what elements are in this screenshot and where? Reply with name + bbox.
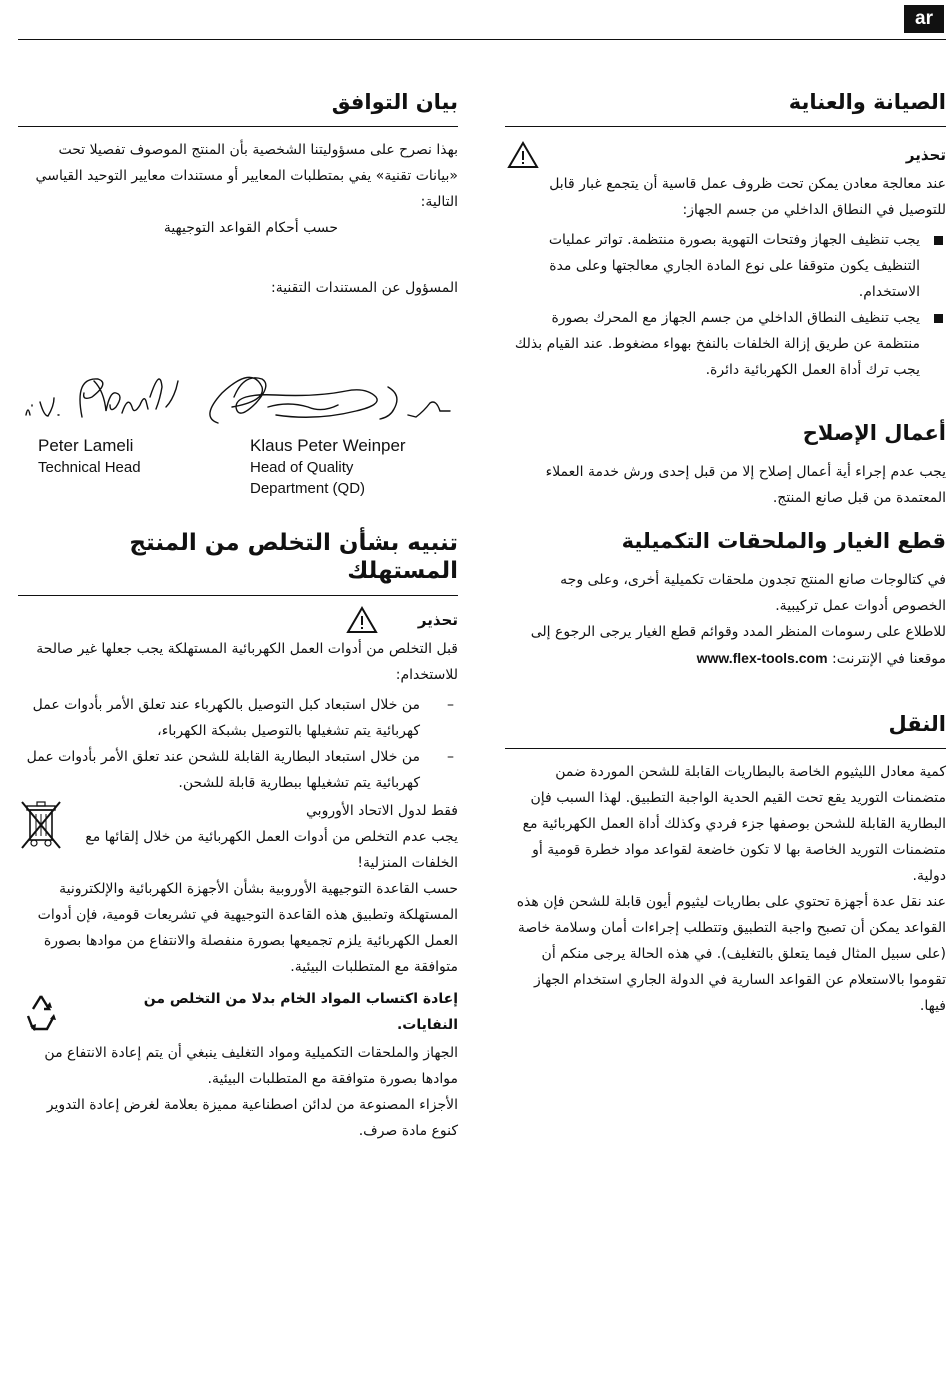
- signatory-role: Technical Head: [38, 459, 141, 476]
- top-rule: [18, 39, 946, 40]
- warning-title: تحذير: [905, 146, 946, 164]
- warning-row: [18, 606, 458, 634]
- eu-only-label: فقط لدول الاتحاد الأوروبي: [306, 803, 458, 819]
- signatory-name: Peter Lameli: [38, 436, 134, 455]
- disposal-list: [18, 692, 458, 796]
- directive-text: حسب القاعدة التوجيهية الأوروبية بشأن الأجهزة الكهربائية والإلكترونية المستهلكة وتطبيق هذه القاعدة التوجيهية في تشريعات قومية، فإن أدوات العمل الكهربائية يلزم تجميعها بصورة منفصلة والانتفاع من موادها بصورة متوافقة مع المتطلبات البيئية.: [37, 881, 458, 975]
- section-rule: [505, 748, 946, 749]
- warning-row: [505, 141, 946, 169]
- maintenance-section: [505, 88, 946, 383]
- weee-row: [18, 798, 458, 876]
- list-item: يجب تنظيف الجهاز وفتحات التهوية بصورة منتظمة. تواتر عمليات التنظيف يكون متوقفا على نوع المادة الجاري معالجتها وعلى مدة الاستخدام.: [505, 227, 946, 305]
- recycle-title: إعادة اكتساب المواد الخام بدلا من التخلص من النفايات.: [143, 991, 458, 1033]
- transport-title: النقل: [888, 712, 946, 736]
- signatory-role: Department (QD): [250, 480, 366, 497]
- parts-title: قطع الغيار والملحقات التكميلية: [621, 529, 946, 553]
- transport-section: [505, 710, 946, 1019]
- right-column: [505, 88, 946, 1019]
- list-item: – من خلال استبعاد البطارية القابلة للشحن عند تعلق الأمر بأدوات عمل كهربائية يتم تشغيلها ببطارية قابلة للشحن.: [18, 744, 458, 796]
- maintenance-intro: عند معالجة معادن يمكن تحت ظروف عمل قاسية أن يتجمع غبار قابل للتوصيل في النطاق الداخلي من جسم الجهاز:: [549, 176, 946, 218]
- list-item: – من خلال استبعاد كبل التوصيل بالكهرباء عند تعلق الأمر بأدوات عمل كهربائية يتم تشغيلها بالتوصيل بشبكة الكهرباء،: [18, 692, 458, 744]
- list-item: يجب تنظيف النطاق الداخلي من جسم الجهاز مع المحرك بصورة منتظمة عن طريق إزالة الخلفات بالنفخ بهواء مضغوط. عند القيام بذلك يجب ترك أداة العمل الكهربائية دائرة.: [505, 305, 946, 383]
- parts-text-2-row: [505, 619, 946, 672]
- signatory-name: Klaus Peter Weinper: [250, 436, 406, 455]
- disposal-section: [18, 529, 458, 1144]
- weee-text-block: [70, 798, 458, 876]
- maintenance-title: الصيانة والعناية: [788, 90, 946, 114]
- signatory-1: [38, 435, 141, 478]
- parts-text-2: للاطلاع على رسومات المنظر المدد وقوائم قطع الغيار يرجى الرجوع إلى موقعنا في الإنترنت:: [530, 624, 946, 667]
- conformity-section: [18, 88, 458, 301]
- weee-text: يجب عدم التخلص من أدوات العمل الكهربائية من خلال إلقائها مع الخلفات المنزلية!: [85, 829, 458, 871]
- signatory-2: [250, 435, 406, 499]
- recycle-title-block: [70, 986, 458, 1038]
- repair-text: يجب عدم إجراء أية أعمال إصلاح إلا من قبل إحدى ورش خدمة العملاء المعتمدة من قبل صانع المنتج.: [545, 464, 946, 506]
- transport-text-1: كمية معادل الليثيوم الخاصة بالبطاريات القابلة للشحن الموردة ضمن متضمنات التوريد يقع تحت القيم الحدية الواجبة التطبيق. لهذا السبب فإن البطارية القابلة للشحن بوصفها جزء فردي وكذلك أداة العمل الكهربائية مع متضمنات التوريد الخاصة بها لا تكون خاضعة لقواعد مواد خطرة قومية أو دولية.: [522, 764, 946, 884]
- section-rule: [18, 595, 458, 596]
- conformity-title: بيان التوافق: [331, 90, 458, 114]
- warning-triangle-icon: [346, 606, 378, 634]
- recycle-icon: [18, 986, 64, 1040]
- transport-text-2: عند نقل عدة أجهزة تحتوي على بطاريات ليثيوم أيون قابلة للشحن فإن هذه القواعد يمكن أن تصبح واجبة التطبيق وتتطلب إجراءات أمان وسلامة خاصة (على سبيل المثال فيما يتعلق بالتغليف). في هذه الحالة يرجى منكم أن تقوموا بالاستعلام عن القواعد السارية في الدولة الجاري استخدام الجهاز فيها.: [516, 894, 946, 1014]
- warning-triangle-icon: [507, 141, 539, 169]
- website-link[interactable]: www.flex-tools.com: [696, 650, 828, 666]
- conformity-text: بهذا نصرح على مسؤوليتنا الشخصية بأن المنتج الموصوف تفصيلا تحت «بيانات تقنية» يفي بمتطلبات المعايير أو مستندات معايير التوحيد القياسي التالية:: [35, 142, 458, 210]
- recycle-text-1: الجهاز والملحقات التكميلية ومواد التغليف ينبغي أن يتم إعادة الانتفاع من موادها بصورة متوافقة مع المتطلبات البيئية.: [44, 1045, 458, 1087]
- crossed-bin-icon: [18, 798, 64, 852]
- left-column: [18, 88, 458, 1144]
- responsible-label: المسؤول عن المستندات التقنية:: [270, 280, 458, 296]
- recycle-row: [18, 986, 458, 1040]
- disposal-intro: قبل التخلص من أدوات العمل الكهربائية المستهلكة يجب جعلها غير صالحة للاستخدام:: [36, 641, 458, 683]
- language-badge: ar: [904, 5, 944, 33]
- parts-section: [505, 527, 946, 672]
- section-rule: [18, 126, 458, 127]
- recycle-text-2: الأجزاء المصنوعة من لدائن اصطناعية مميزة بعلامة لغرض إعادة التدوير كنوع مادة صرف.: [46, 1097, 458, 1139]
- warning-title: تحذير: [417, 611, 458, 629]
- signature-block: [18, 357, 458, 507]
- signature-lameli: [18, 357, 188, 437]
- section-rule: [505, 126, 946, 127]
- conformity-directive: حسب أحكام القواعد التوجيهية: [163, 220, 338, 236]
- signatory-role: Head of Quality: [250, 459, 354, 476]
- repair-section: [505, 419, 946, 511]
- disposal-title: تنبيه بشأن التخلص من المنتج المستهلك: [129, 530, 458, 584]
- repair-title: أعمال الإصلاح: [802, 421, 946, 445]
- maintenance-list: [505, 227, 946, 383]
- parts-text-1: في كتالوجات صانع المنتج تجدون ملحقات تكميلية أخرى، وعلى وجه الخصوص أدوات عمل تركيبية.: [560, 572, 946, 614]
- signature-weinper: [188, 357, 458, 437]
